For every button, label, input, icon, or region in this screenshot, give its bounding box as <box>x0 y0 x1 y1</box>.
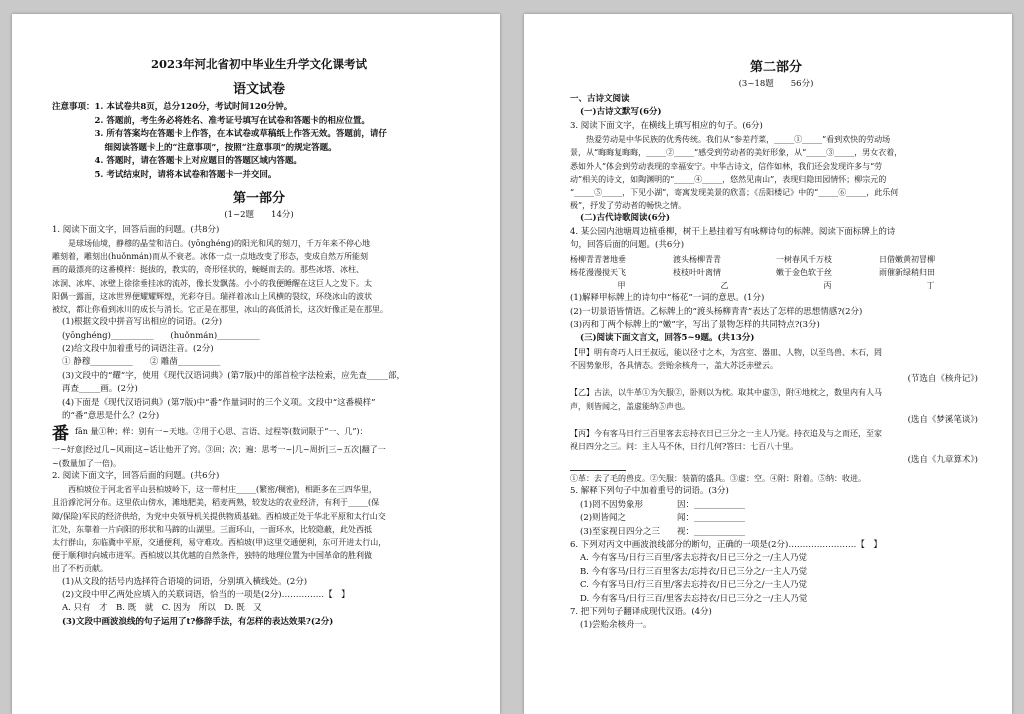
sub-question: (3)至家视日四分之三 视：____________ <box>580 526 746 537</box>
question-stem: 6. 下列对丙文中画波浪线部分的断句，正确的一项是(2分)……………………【 】 <box>570 539 882 550</box>
section-title: 第二部分 <box>749 60 802 75</box>
poem-line: 一树春风千万枝 <box>776 254 832 264</box>
source-note: (选自《九章算术》) <box>907 455 978 466</box>
sub-question: (3)文段中的“耀”字，使用《现代汉语词典》(第7版)中的部首检字法检索，应先查_____部， <box>62 370 406 381</box>
poem-line: 杨花漫漫搅天飞 <box>570 267 626 277</box>
poem-line: 日借嫩黄初冒柳 <box>879 254 935 264</box>
passage-line: 热爱劳动是中华民族的优秀传统。我们从“参差荇菜，_____①_____”看到欢快的劳动场 <box>586 135 891 145</box>
passage-line: 障/保险)军民的经济供给，为党中央领导机关提供物质基础。西柏坡正处于华北平原和太行山交 <box>52 511 386 521</box>
passage-line: 便于顺利时向城市进军。西柏坡以其优越的自然条件，独特的地理位置为中国革命的胜利做 <box>52 551 372 561</box>
passage-line: 冰洞、冰库、冰壁上徐徐垂挂冰的流苏，像长发飘荡。小小的我便睡醒在这巨人之发下。太 <box>52 278 372 288</box>
passage-line: 是球场仙境，静穆的晶莹和洁白。(yōnghéng)的阳光和风的刻刀，千万年来不停心地 <box>68 238 371 248</box>
passage-line: 汇处，东靠着一片向阳的形状和马蹄的山湖里。三面环山，一面环水，比较隐蔽，此处西抵 <box>52 524 372 534</box>
passage-line: 被纹，都让你看到冰川的成长与消长。它正是在那里，冰山的高低消长，这次好像正是在那里。 <box>52 304 388 314</box>
question-stem: 5. 解释下列句子中加着重号的词语。(3分) <box>570 486 729 497</box>
sub-question: (1)尝贻余核舟一。 <box>580 620 652 631</box>
subpart-title: (三)阅读下面文言文，回答5~9题。(共13分) <box>580 333 755 344</box>
sub-question: (1)罔不因势象形 因：____________ <box>580 499 746 510</box>
sub-question: (2)一切景语皆情语。乙标牌上的“渡头杨柳青青”表达了怎样的思想情感?(2分) <box>570 306 863 317</box>
question-5 <box>570 485 982 539</box>
question-stem: 2. 阅读下面文字，回答后面的问题。(共6分) <box>52 470 220 481</box>
footnote <box>570 472 982 485</box>
exam-title: 2023年河北省初中毕业生升学文化课考试 <box>150 57 367 71</box>
question-4 <box>570 212 982 252</box>
passage-line: 太行群山，东临冀中平原，交通便利，易守难攻。西柏坡(甲)这里交通便利，东可开进太行山， <box>52 538 387 548</box>
question-stem: 句，回答后面的问题。(共6分) <box>570 240 685 251</box>
sub-question: 的“番”意思是什么？(2分) <box>62 411 160 422</box>
passage-line: 画的最漂亮的这番模样：挺拔的，教实的，奇形怪状的，蜿蜒而去的。那些冰塔、冰柱、 <box>52 265 364 275</box>
exam-subtitle: 语文试卷 <box>232 82 285 97</box>
passage-line: 雕刻着，雕刻出(huǒnmán)而从不衰老。冰体一点一点地改变了形态，变成自然万所能刻 <box>52 252 369 262</box>
section-range: (3~18题 56分) <box>738 79 814 89</box>
section-range: (1~2题 14分) <box>224 209 294 220</box>
question-2-subs <box>52 576 466 630</box>
passage-line: 悉如外人”体会到劳动表现的幸福安宁。中华古诗文，信作如林，我们还会发现许多与“劳 <box>570 161 883 171</box>
option: D. 今有客马/日行三百/里客去忘持衣/日已三分之一/主人乃觉 <box>580 593 808 604</box>
passage-line: 不因势象形，各具情态。尝贻余核舟一，盖大苏泛赤壁云。 <box>570 361 778 371</box>
poem-label: 甲 <box>617 281 626 291</box>
question-stem: 4. 某公园内池塘周边植垂柳，树干上悬挂着写有咏柳诗句的标牌。阅读下面标牌上的诗 <box>570 226 896 237</box>
poem-signs <box>570 253 982 293</box>
dictionary-headword: 番 <box>52 424 69 445</box>
poem-label-row <box>570 279 982 292</box>
sub-question: 再查_____画。(2分) <box>62 384 138 395</box>
poem-label: 丁 <box>926 281 935 291</box>
source-note: (选自《梦溪笔谈》) <box>907 414 978 425</box>
passage-line: 极”，抒发了劳动者的畅快之情。 <box>570 201 687 211</box>
sub-question: (1)根据文段中拼音写出相应的词语。(2分) <box>62 317 223 328</box>
sub-question: (2)给文段中加着重号的词语注音。(2分) <box>62 344 214 354</box>
passage-2 <box>52 483 466 575</box>
section-title: 第一部分 <box>232 190 285 206</box>
passage-line: 西柏坡位于河北省平山县柏坡岭下，这一带村庄_____(繁密/稠密)，相距多在三四华里， <box>68 485 377 495</box>
poem-label: 乙 <box>720 281 729 291</box>
poem-line: 杨柳青青著地垂 <box>570 254 626 264</box>
question-4-subs <box>570 292 982 346</box>
dictionary-line: 一~好意|经过几~风雨|这~话让他开了窍。③回；次；遍：思考一~|几~周折|三~五次|翻了一 <box>52 445 386 455</box>
sub-question: (2)文段中甲乙两处应填入的关联词语，恰当的一项是(2分)……………【 】 <box>62 590 350 601</box>
question-7 <box>570 606 982 633</box>
sub-question: A. 只有 才 B. 既 就 C. 因为 所以 D. 既 又 <box>62 603 262 614</box>
passage-line: 且沿滹沱河分布。这里依山傍水，滩地肥美，稻麦两熟，较发达的农业经济，有利于_____(保 <box>52 498 380 508</box>
sub-question: (1)从文段的括号内选择符合语境的词语，分别填入横线处。(2分) <box>62 576 308 587</box>
question-stem: 3. 阅读下面文字，在横线上填写相应的句子。(6分) <box>570 120 763 131</box>
notice-item: 细阅读答题卡上的“注意事项”，按照“注意事项”的规定答题。 <box>104 142 337 153</box>
option: B. 今有客马/日行三百里客去/忘持衣/日已三分之/一主人乃觉 <box>580 566 808 577</box>
poem-line: 渡头杨柳青青 <box>673 254 721 264</box>
dictionary-line: fān 量①种；样：别有一~天地。②用于心思、言语、过程等(数词限于“一、几”)： <box>75 427 368 437</box>
classical-text-bing <box>570 427 982 453</box>
poem-line: 枝枝叶叶离情 <box>673 267 721 277</box>
question-1 <box>52 224 466 237</box>
dictionary-continuation <box>52 443 466 469</box>
notice-item: 1. 本试卷共8页，总分120分，考试时间120分钟。 <box>94 102 293 112</box>
sub-question: (yōnghéng)__________ (huǒnmán)__________ <box>62 330 260 341</box>
exam-page-right <box>524 14 1012 714</box>
poem-label: 丙 <box>823 281 832 291</box>
part-title: 一、古诗文阅读 <box>570 94 630 104</box>
subpart-title: (二)古代诗歌阅读(6分) <box>580 213 671 224</box>
option: A. 今有客马/日行三百里/客去忘持衣/日已三分之一/主人乃觉 <box>580 553 807 564</box>
sub-question: ① 静穆__________ ② 雕凿__________ <box>62 357 221 368</box>
poem-line: 嫩于金色软于丝 <box>776 267 832 277</box>
sub-question: (2)则皆闻之 闻：____________ <box>580 513 746 524</box>
sub-question: (4)下面是《现代汉语词典》(第7版)中“番”作量词时的三个义项。文段中“这番模样” <box>62 397 376 408</box>
poem-row <box>570 253 982 266</box>
passage-line: 动”相关的诗文，如陶渊明的“_____④_____，悠然见南山”，表现归隐田园情怀；柳宗元的 <box>570 174 887 184</box>
dictionary-entry <box>52 425 466 443</box>
classical-text-jia <box>570 346 982 372</box>
sub-question: (3)文段中画波浪线的句子运用了t?修辞手法，有怎样的表达效果?(2分) <box>62 616 334 627</box>
notice-item: 3. 所有答案均在答题卡上作答，在本试卷或草稿纸上作答无效。答题前，请仔 <box>94 129 387 140</box>
part-heading <box>570 93 982 133</box>
question-6 <box>570 539 982 606</box>
poem-line: 雨催新绿稍归田 <box>879 267 935 277</box>
subpart-title: (一)古诗文默写(6分) <box>580 107 662 118</box>
passage-1 <box>52 237 466 316</box>
footnote-divider <box>570 470 626 471</box>
footnote-text: ①革：去了毛的兽皮。②矢服：装箭的盛具。③虚：空。④附：附着。⑤纳：收进。 <box>570 474 866 484</box>
question-1-subs <box>52 316 466 423</box>
question-stem: 7. 把下列句子翻译成现代汉语。(4分) <box>570 606 712 617</box>
passage-line: 景，从“晦晦复晦晦，_____②_____”感受到劳动者的美好形象，从“_____③_____，男女衣着， <box>570 148 903 158</box>
passage-line: “_____⑤_____，下见小湖”，寄寓发现美景的欣喜；《岳阳楼记》中的“_____⑥_____，此乐何 <box>570 188 899 198</box>
poem-row <box>570 266 982 279</box>
sub-question: (1)解释甲标牌上的诗句中“杨花”一词的意思。(1分) <box>570 293 765 304</box>
notice-lead: 注意事项： <box>52 102 95 112</box>
sub-question: (3)丙和丁两个标牌上的“嫩”字，写出了景物怎样的共同特点?(3分) <box>570 320 820 331</box>
notice-item: 4. 答题时，请在答题卡上对应题目的答题区域内答题。 <box>94 156 302 167</box>
notice-block <box>52 101 466 183</box>
dictionary-line: ~(数量加了一倍)。 <box>52 458 121 468</box>
classical-text-yi <box>570 386 982 412</box>
passage-line: 阳偶一露面，这冰世界便耀耀辉煌，光彩夺目。瑞祥着冰山上风横的裂纹，环绕冰山的波状 <box>52 291 372 301</box>
passage-line: 【甲】明有奇巧人曰王叔远，能以径寸之木，为宫室、器皿、人物，以至鸟兽、木石，罔 <box>570 347 882 357</box>
source-note: (节选自《核舟记》) <box>907 374 978 385</box>
notice-item: 5. 考试结束时，请将本试卷和答题卡一并交回。 <box>94 169 277 180</box>
passage-line: 视日四分之三。问：主人马不休，日行几何?答曰：七百八十里。 <box>570 441 799 451</box>
question-3-text <box>570 133 982 212</box>
option: C. 今有客马日/行三百里/客去忘持衣/日已三分之/一主人乃觉 <box>580 580 808 591</box>
question-2 <box>52 470 466 483</box>
passage-line: 【丙】今有客马日行三百里客去忘持衣日已三分之一主人乃觉。持衣追及与之而还，至家 <box>570 428 882 438</box>
passage-line: 声，则皆闻之，盖虚能纳⑤声也。 <box>570 401 690 411</box>
passage-line: 出了不朽贡献。 <box>52 564 108 574</box>
notice-item: 2. 答题前，考生务必将姓名、准考证号填写在试卷和答题卡的相应位置。 <box>94 115 370 126</box>
question-stem: 1. 阅读下面文字，回答后面的问题。(共8分) <box>52 224 220 235</box>
exam-page-left <box>12 14 500 714</box>
passage-line: 【乙】古法，以牛革①为矢服②，卧则以为枕。取其中虚③，附④地枕之，数里内有人马 <box>570 388 882 398</box>
